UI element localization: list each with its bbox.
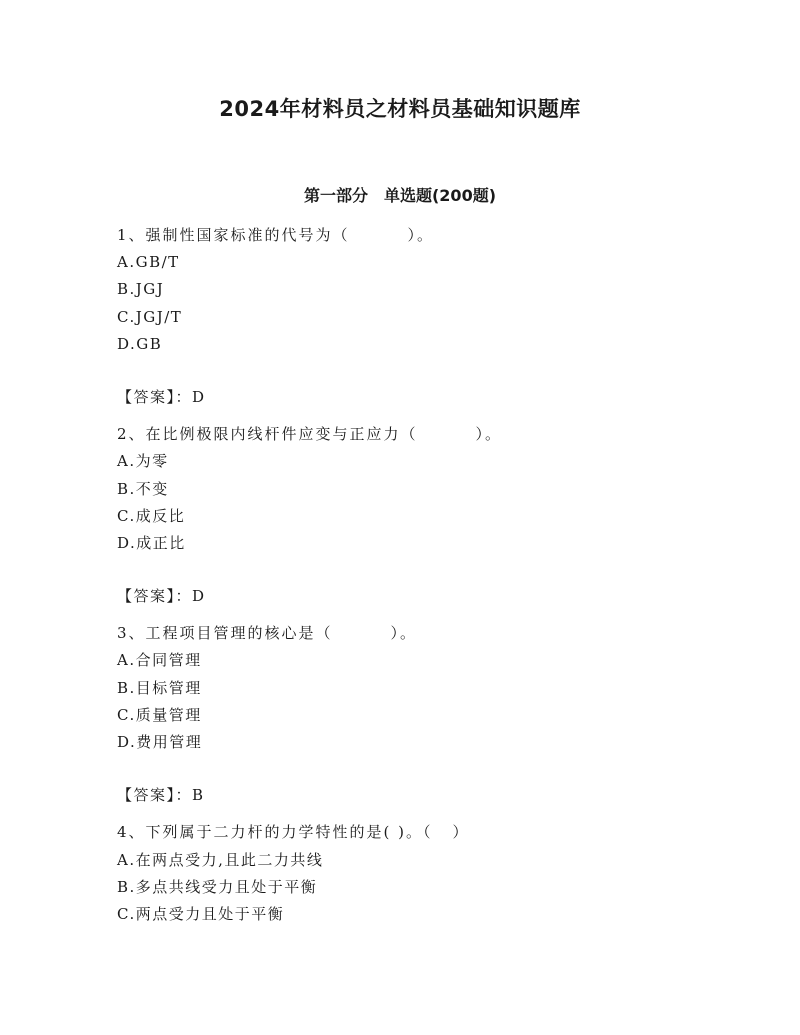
question-2 <box>117 421 717 610</box>
option-a: A.GB/T <box>117 253 180 272</box>
answer-label: 【答案】： <box>117 587 193 606</box>
question-stem-end: ）。 <box>475 425 503 444</box>
question-4 <box>117 819 717 928</box>
option-b: B.多点共线受力且处于平衡 <box>117 877 318 896</box>
question-stem <box>117 620 717 647</box>
option-a: A.在两点受力,且此二力共线 <box>117 850 324 869</box>
question-stem-text: 3、工程项目管理的核心是（ <box>117 624 333 643</box>
answer-line <box>117 583 717 610</box>
option-d: D.费用管理 <box>117 733 203 751</box>
option-a: A.合同管理 <box>117 651 202 670</box>
answer-label: 【答案】： <box>117 786 193 805</box>
option-d: D.成正比 <box>117 533 186 552</box>
question-stem-text: 4、下列属于二力杆的力学特性的是( )。（ <box>117 823 433 842</box>
question-3 <box>117 620 717 809</box>
option-c: C.质量管理 <box>117 705 202 724</box>
question-stem <box>117 222 717 249</box>
option-a: A.为零 <box>117 452 169 471</box>
option-b: B.不变 <box>117 479 169 498</box>
option-c: C.两点受力且处于平衡 <box>117 904 285 923</box>
question-1 <box>117 222 717 411</box>
option-b: B.目标管理 <box>117 678 202 697</box>
answer-line <box>117 384 717 411</box>
document-title: 2024年材料员之材料员基础知识题库 <box>219 97 581 121</box>
question-stem-end: ）。 <box>390 624 418 643</box>
question-stem-text: 2、在比例极限内线杆件应变与正应力（ <box>117 425 418 444</box>
answer-line <box>117 782 717 809</box>
question-stem <box>117 421 717 448</box>
answer-value: D <box>192 587 206 606</box>
option-c: C.JGJ/T <box>117 307 183 326</box>
question-list <box>117 222 717 928</box>
question-stem-end: ）。 <box>407 226 435 244</box>
option-d: D.GB <box>117 334 163 353</box>
question-stem-text: 1、强制性国家标准的代号为（ <box>117 226 350 244</box>
answer-label: 【答案】： <box>117 387 193 406</box>
option-b: B.JGJ <box>117 280 165 299</box>
answer-value: B <box>192 786 205 805</box>
section-title: 第一部分 单选题(200题) <box>303 186 497 205</box>
option-c: C.成反比 <box>117 506 186 525</box>
answer-value: D <box>192 387 206 406</box>
question-stem <box>117 819 717 846</box>
question-stem-end: ） <box>452 823 470 842</box>
